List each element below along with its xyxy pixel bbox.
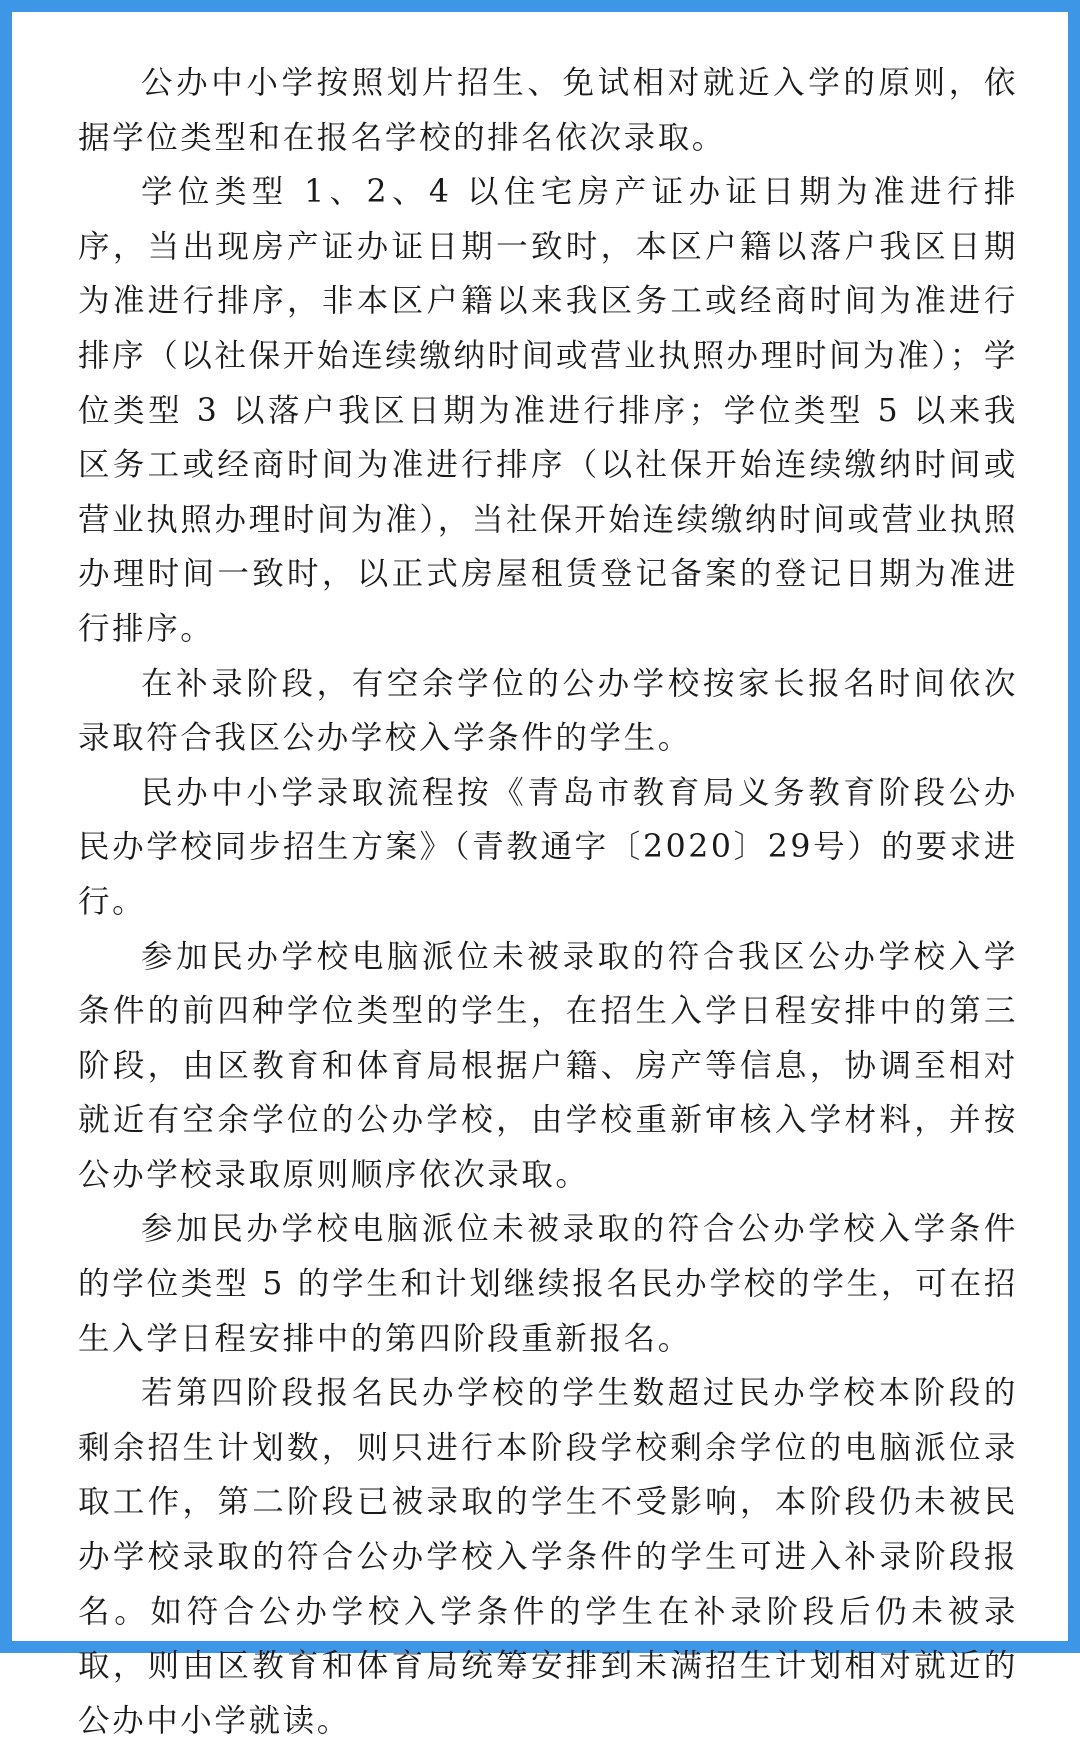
- paragraph-private-school-process: 民办中小学录取流程按《青岛市教育局义务教育阶段公办民办学校同步招生方案》（青教通字〔2020〕29号）的要求进行。: [78, 774, 1018, 920]
- paragraph-ranking-rules: 学位类型 1、2、4 以住宅房产证办证日期为准进行排序，当出现房产证办证日期一致时，本区户籍以落户我区日期为准进行排序，非本区户籍以来我区务工或经商时间为准进行排序（以社保开始连续缴纳时间或营业执照办理时间为准）；学位类型 3 以落户我区日期为准进行排序；学位类型 5 以来我区务工或经商时间为准进行排序（以社保开始连续缴纳时间或营业执照办理时间为准），当社保开始连续缴纳时间或营业执照办理时间一致时，以正式房屋租赁登记备案的登记日期为准进行排序。: [78, 174, 1018, 647]
- paragraph-admission-principle: 公办中小学按照划片招生、免试相对就近入学的原则，依据学位类型和在报名学校的排名依次录取。: [78, 65, 1018, 156]
- paragraph-stage-three-coordination: 参加民办学校电脑派位未被录取的符合我区公办学校入学条件的前四种学位类型的学生，在招生入学日程安排中的第三阶段，由区教育和体育局根据户籍、房产等信息，协调至相对就近有空余学位的公办学校，由学校重新审核入学材料，并按公办学校录取原则顺序依次录取。: [78, 938, 1018, 1193]
- document-body: [78, 56, 1018, 1748]
- paragraph-stage-four-reregistration: 参加民办学校电脑派位未被录取的符合公办学校入学条件的学位类型 5 的学生和计划继续报名民办学校的学生，可在招生入学日程安排中的第四阶段重新报名。: [78, 1211, 1018, 1357]
- paragraph-stage-four-lottery: 若第四阶段报名民办学校的学生数超过民办学校本阶段的剩余招生计划数，则只进行本阶段学校剩余学位的电脑派位录取工作，第二阶段已被录取的学生不受影响，本阶段仍未被民办学校录取的符合公办学校入学条件的学生可进入补录阶段报名。如符合公办学校入学条件的学生在补录阶段后仍未被录取，则由区教育和体育局统筹安排到未满招生计划相对就近的公办中小学就读。: [78, 1375, 1018, 1739]
- paragraph-supplementary-admission: 在补录阶段，有空余学位的公办学校按家长报名时间依次录取符合我区公办学校入学条件的学生。: [78, 665, 1018, 757]
